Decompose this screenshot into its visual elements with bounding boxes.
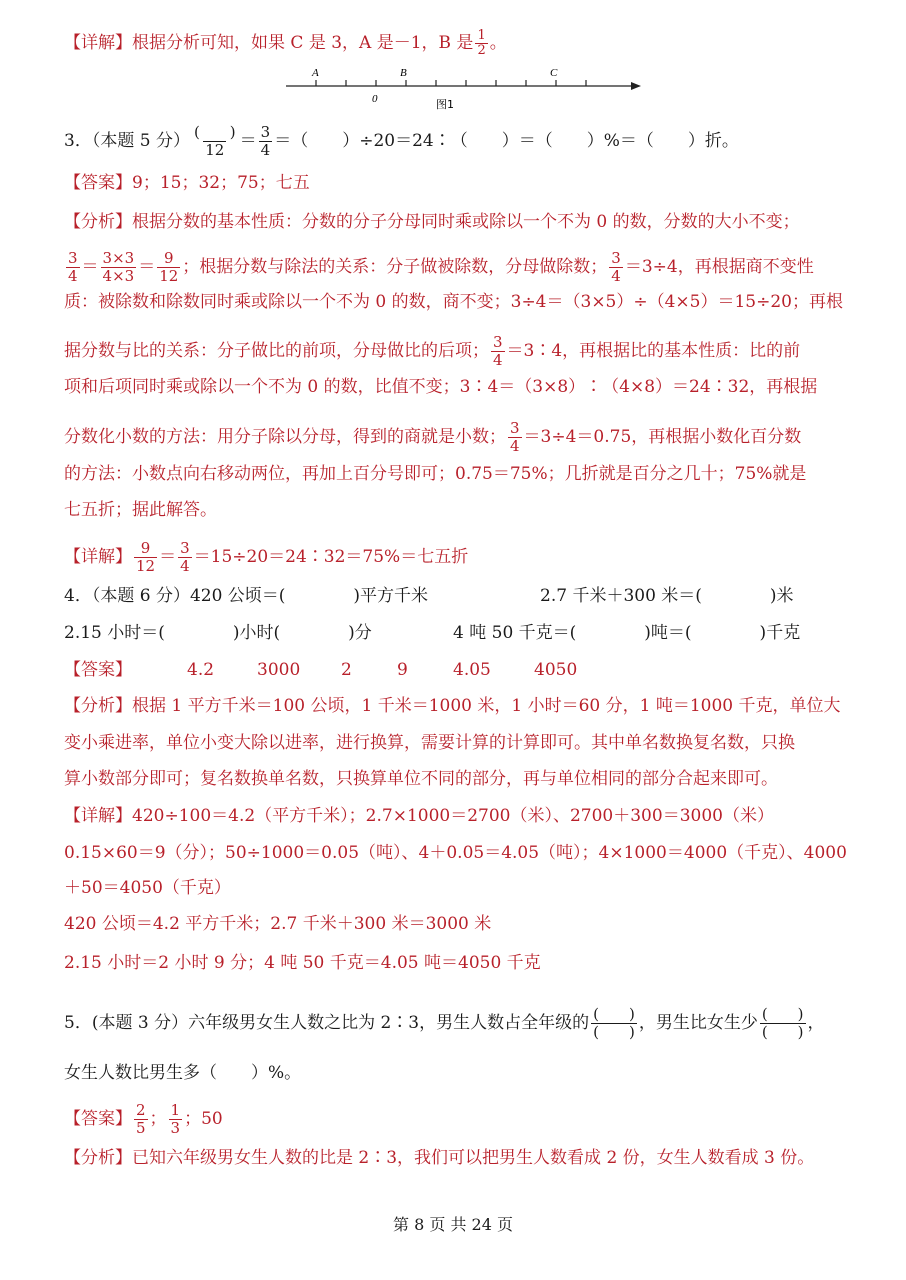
q5-answer: 【答案】 $\frac{2}{5}$ ； $\frac{1}{3}$ ；50 xyxy=(64,1101,223,1137)
answer-tag: 【答案】 xyxy=(64,660,132,680)
arrow-icon xyxy=(631,82,641,90)
q5-fraction-blank-1: $\frac{( )}{( )}$ xyxy=(593,1005,635,1041)
q3-analysis-4: 据分数与比的关系：分子做比的前项，分母做比的后项； $\frac{3}{4}$ ＝3∶4，再根据比的基本性质：比的前 xyxy=(64,333,801,369)
q3-analysis-7: 的方法：小数点向右移动两位，再加上百分号即可；0.75＝75%；几折就是百分之几十；75%就是 xyxy=(64,464,807,484)
q4-detail-1: 【详解】420÷100＝4.2（平方千米）；2.7×1000＝2700（米）、2700＋300＝3000（米） xyxy=(64,806,774,826)
q3-analysis-2: $\frac{3}{4}$ ＝ $\frac{3\times 3}{4\times 3}$ ＝ $\frac{9}{12}$ ；根据分数与除法的关系：分子做被除数，分母做除数； $\frac{3}{4}$ ＝3÷4，再根据商不变性 xyxy=(68,249,814,285)
analysis-tag: 【分析】 xyxy=(64,212,132,232)
q5-analysis-1: 【分析】已知六年级男女生人数的比是 2∶3，我们可以把男生人数看成 2 份，女生人数看成 3 份。 xyxy=(64,1148,815,1168)
detail-tag: 【详解】 xyxy=(64,33,132,53)
answer-tag: 【答案】 xyxy=(64,173,132,193)
q3-analysis-5: 项和后项同时乘或除以一个不为 0 的数，比值不变；3∶4＝（3×8）∶（4×8）＝24∶32，再根据 xyxy=(64,377,818,397)
q4-answer: 【答案】 4.2 3000 2 9 4.05 4050 xyxy=(64,660,578,680)
q3-stem: 3．（本题 5 分） $\frac{( )}{12}$ ＝ $\frac{3}{4}$ ＝（ ）÷20＝24∶（ ）＝（ ）%＝（ ）折。 xyxy=(64,123,739,159)
q4-detail-3: ＋50＝4050（千克） xyxy=(64,878,231,898)
detail-tag: 【详解】 xyxy=(64,806,132,826)
label-c: C xyxy=(550,67,558,79)
label-a: A xyxy=(312,67,319,79)
q3-analysis-8: 七五折；据此解答。 xyxy=(64,500,217,520)
q4-stem-line-1b: 2.7 千米＋300 米＝( )米 xyxy=(540,586,794,606)
tick-marks xyxy=(316,80,586,86)
q4-analysis-2: 变小乘进率，单位小变大除以进率，进行换算，需要计算的计算即可。其中单名数换复名数，只换 xyxy=(64,733,795,753)
page-footer: 第 8 页 共 24 页 xyxy=(393,1215,513,1234)
fraction-b: $\frac{1}{2}$ xyxy=(477,28,486,58)
q3-answer: 【答案】9；15；32；75；七五 xyxy=(64,173,310,193)
q4-detail-5: 2.15 小时＝2 小时 9 分；4 吨 50 千克＝4.05 吨＝4050 千克 xyxy=(64,953,541,973)
q3-analysis-1: 【分析】根据分数的基本性质：分数的分子分母同时乘或除以一个不为 0 的数，分数的大小不变； xyxy=(64,212,800,232)
q4-analysis-3: 算小数部分即可；复名数换单名数，只换算单位不同的部分，再与单位相同的部分合起来即可。 xyxy=(64,769,778,789)
q3-analysis-3: 质：被除数和除数同时乘或除以一个不为 0 的数，商不变；3÷4＝（3×5）÷（4×5）＝15÷20；再根 xyxy=(64,292,844,312)
detail-tag: 【详解】 xyxy=(64,547,132,567)
label-b: B xyxy=(400,67,407,79)
q4-detail-4: 420 公顷＝4.2 平方千米；2.7 千米＋300 米＝3000 米 xyxy=(64,914,492,934)
q4-detail-2: 0.15×60＝9（分）；50÷1000＝0.05（吨）、4＋0.05＝4.05（吨）；4×1000＝4000（千克）、4000 xyxy=(64,843,847,863)
q4-stem-line-1: 4．（本题 6 分）420 公顷＝( )平方千米 xyxy=(64,586,429,606)
q5-fraction-blank-2: $\frac{( )}{( )}$ xyxy=(761,1005,804,1041)
q3-fraction-3-4: $\frac{3}{4}$ xyxy=(260,123,271,159)
intro-detail-line: 【详解】根据分析可知，如果 C 是 3，A 是－1，B 是 $\frac{1}{2}$ 。 xyxy=(64,28,507,58)
q5-stem-line-2: 女生人数比男生多（ ）%。 xyxy=(64,1063,302,1083)
q4-analysis-1: 【分析】根据 1 平方千米＝100 公顷，1 千米＝1000 米，1 小时＝60 分，1 吨＝1000 千克，单位大 xyxy=(64,696,841,716)
q4-stem-line-2b: 4 吨 50 千克＝( )吨＝( )千克 xyxy=(453,623,801,643)
q4-stem-line-2: 2.15 小时＝( )小时( )分 xyxy=(64,623,372,643)
q5-stem-line-1: 5．(本题 3 分）六年级男女生人数之比为 2∶3，男生人数占全年级的 $\frac{( )}{( )}$ ，男生比女生少 $\frac{( )}{( )}$ ， xyxy=(64,1005,825,1041)
q3-detail: 【详解】 $\frac{9}{12}$ ＝ $\frac{3}{4}$ ＝15÷20＝24∶32＝75%＝七五折 xyxy=(64,539,469,575)
analysis-tag: 【分析】 xyxy=(64,1148,132,1168)
figure-caption: 图1 xyxy=(436,98,454,111)
q3-analysis-6: 分数化小数的方法：用分子除以分母，得到的商就是小数； $\frac{3}{4}$ ＝3÷4＝0.75，再根据小数化百分数 xyxy=(64,419,802,455)
analysis-tag: 【分析】 xyxy=(64,696,132,716)
label-zero: 0 xyxy=(372,93,378,105)
detail-text: 根据分析可知，如果 C 是 3，A 是－1，B 是 xyxy=(132,33,474,53)
answer-tag: 【答案】 xyxy=(64,1109,132,1129)
q3-fraction-blank: $\frac{( )}{12}$ xyxy=(193,123,236,159)
number-line-figure xyxy=(286,62,641,112)
